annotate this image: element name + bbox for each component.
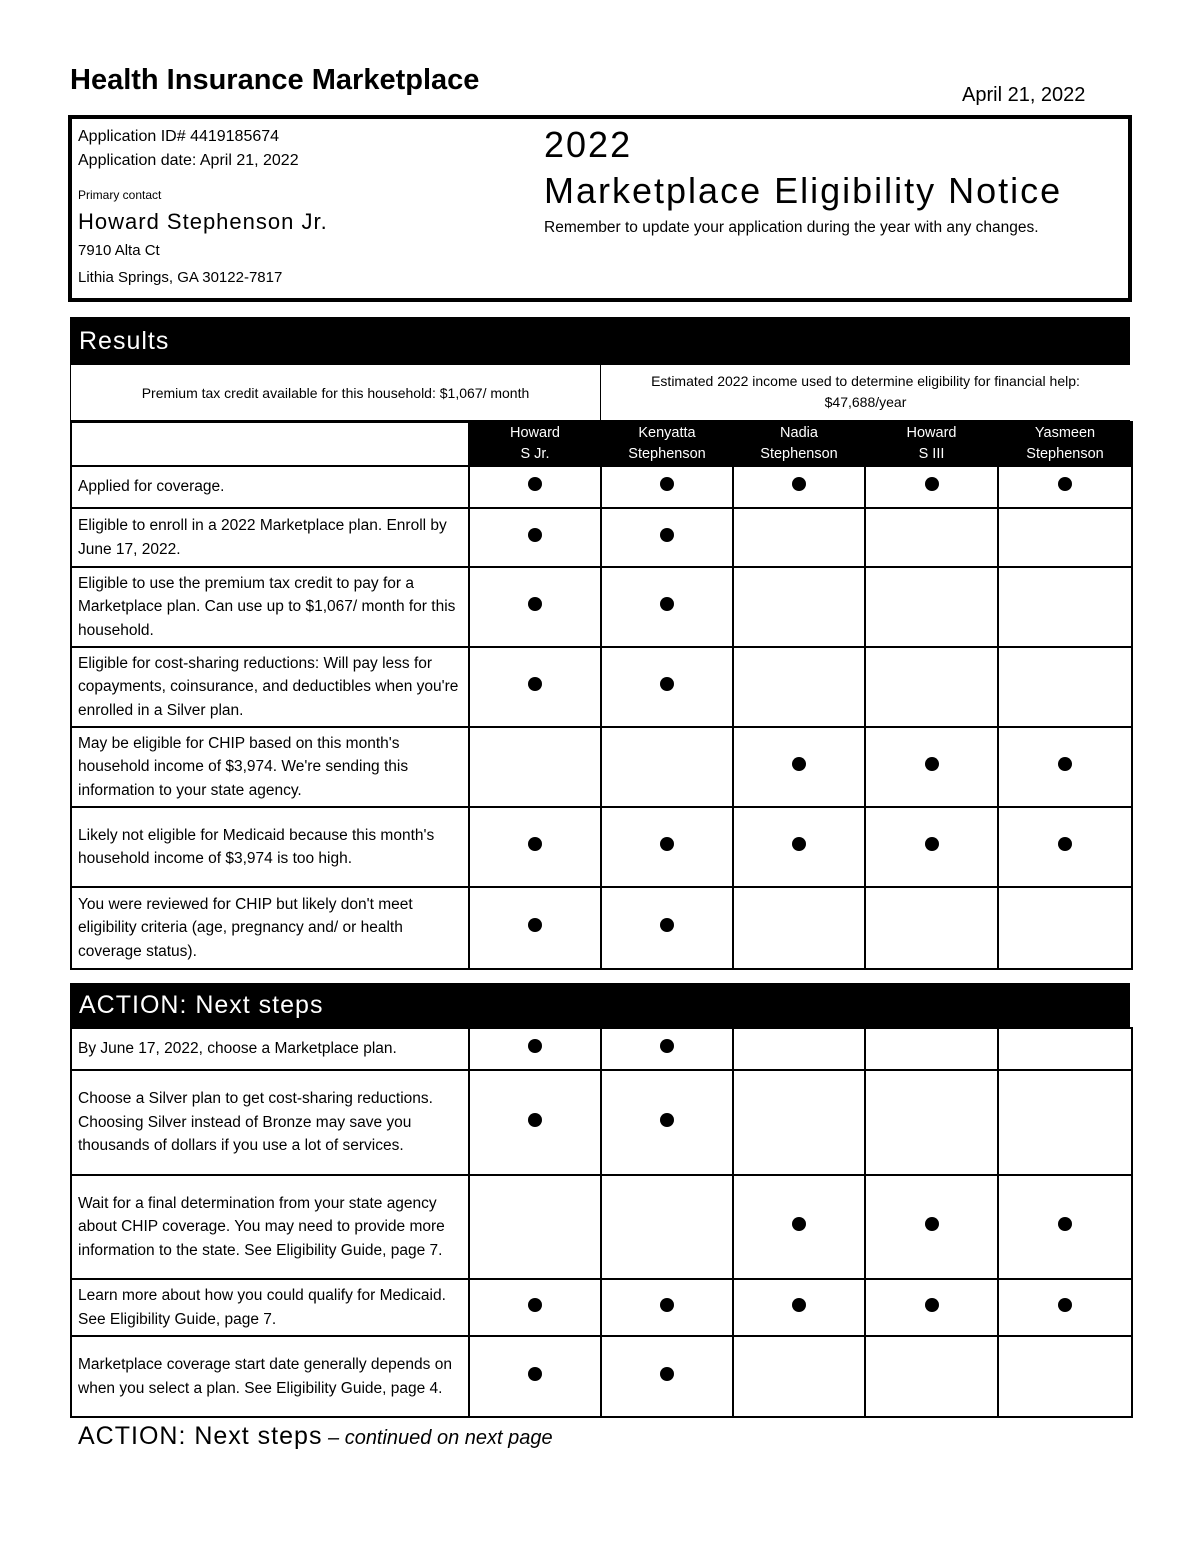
actions-section-title: ACTION: Next steps <box>70 983 1130 1027</box>
mark-cell-yasmeen <box>998 807 1132 887</box>
mark-cell-howard-jr <box>469 567 601 647</box>
notice-date: April 21, 2022 <box>962 84 1086 106</box>
bullet-dot-icon <box>660 1298 674 1312</box>
contact-name: Howard Stephenson Jr. <box>78 209 328 234</box>
mark-cell-yasmeen <box>998 567 1132 647</box>
application-info <box>78 125 538 291</box>
member-first-name: Kenyatta <box>638 425 696 441</box>
mark-cell-howard-iii <box>865 647 998 727</box>
member-first-name: Nadia <box>780 425 818 441</box>
bullet-dot-icon <box>660 1113 674 1127</box>
mark-cell-howard-jr <box>469 1279 601 1336</box>
bullet-dot-icon <box>660 1039 674 1053</box>
mark-cell-howard-iii <box>865 1070 998 1175</box>
bullet-dot-icon <box>925 477 939 491</box>
member-header-yasmeen <box>998 422 1132 466</box>
mark-cell-nadia <box>733 567 865 647</box>
table-row <box>71 1028 1132 1070</box>
results-header-row <box>71 422 1132 466</box>
bullet-dot-icon <box>792 837 806 851</box>
row-label: May be eligible for CHIP based on this month's household income of $3,974. We're sending this information to your state agency. <box>71 727 469 807</box>
mark-cell-howard-jr <box>469 807 601 887</box>
mark-cell-nadia <box>733 1336 865 1417</box>
bullet-dot-icon <box>528 1298 542 1312</box>
mark-cell-nadia <box>733 807 865 887</box>
member-last-name: Stephenson <box>628 446 706 462</box>
row-label: Wait for a final determination from your state agency about CHIP coverage. You may need to provide more information to the state. See Eligibility Guide, page 7. <box>71 1175 469 1279</box>
bullet-dot-icon <box>660 677 674 691</box>
results-summary <box>70 365 1130 421</box>
premium-tax-credit: Premium tax credit available for this household: $1,067/ month <box>70 365 600 421</box>
member-header-howard-iii <box>865 422 998 466</box>
mark-cell-howard-iii <box>865 1336 998 1417</box>
mark-cell-yasmeen <box>998 1175 1132 1279</box>
bullet-dot-icon <box>925 837 939 851</box>
bullet-dot-icon <box>1058 837 1072 851</box>
footer-title: ACTION: Next steps <box>78 1422 323 1450</box>
member-header-howard-jr <box>469 422 601 466</box>
application-date: Application date: April 21, 2022 <box>78 152 299 169</box>
mark-cell-kenyatta <box>601 887 733 969</box>
table-row <box>71 1279 1132 1336</box>
mark-cell-kenyatta <box>601 1028 733 1070</box>
mark-cell-howard-jr <box>469 1028 601 1070</box>
mark-cell-kenyatta <box>601 1175 733 1279</box>
mark-cell-kenyatta <box>601 727 733 807</box>
notice-year: 2022 <box>544 124 633 165</box>
row-label: Eligible to use the premium tax credit to pay for a Marketplace plan. Can use up to $1,067/ month for this household. <box>71 567 469 647</box>
mark-cell-howard-jr <box>469 647 601 727</box>
member-header-nadia <box>733 422 865 466</box>
table-row <box>71 466 1132 508</box>
bullet-dot-icon <box>528 477 542 491</box>
mark-cell-howard-jr <box>469 508 601 567</box>
mark-cell-kenyatta <box>601 1279 733 1336</box>
bullet-dot-icon <box>528 837 542 851</box>
bullet-dot-icon <box>792 757 806 771</box>
bullet-dot-icon <box>528 1113 542 1127</box>
mark-cell-howard-jr <box>469 1175 601 1279</box>
mark-cell-nadia <box>733 727 865 807</box>
row-label: You were reviewed for CHIP but likely don't meet eligibility criteria (age, pregnancy and/ or health coverage status). <box>71 887 469 969</box>
mark-cell-howard-jr <box>469 727 601 807</box>
results-table <box>70 421 1133 970</box>
table-row <box>71 1336 1132 1417</box>
mark-cell-howard-jr <box>469 466 601 508</box>
header-box <box>68 115 1132 302</box>
mark-cell-yasmeen <box>998 1028 1132 1070</box>
table-row <box>71 1175 1132 1279</box>
mark-cell-howard-iii <box>865 1279 998 1336</box>
row-label: Choose a Silver plan to get cost-sharing reductions. Choosing Silver instead of Bronze may save you thousands of dollars if you use a lot of services. <box>71 1070 469 1175</box>
mark-cell-kenyatta <box>601 1070 733 1175</box>
bullet-dot-icon <box>660 837 674 851</box>
mark-cell-yasmeen <box>998 508 1132 567</box>
bullet-dot-icon <box>528 1039 542 1053</box>
bullet-dot-icon <box>660 528 674 542</box>
member-first-name: Yasmeen <box>1034 425 1096 441</box>
mark-cell-nadia <box>733 1028 865 1070</box>
notice-title: Marketplace Eligibility Notice <box>544 170 1063 211</box>
footer-continued <box>78 1422 553 1451</box>
mark-cell-yasmeen <box>998 887 1132 969</box>
row-label: Likely not eligible for Medicaid because this month's household income of $3,974 is too high. <box>71 807 469 887</box>
member-last-name: S Jr. <box>520 446 550 462</box>
header-blank-cell <box>71 422 469 466</box>
table-row <box>71 567 1132 647</box>
estimated-income-line-2: $47,688/year <box>824 394 907 410</box>
brand-title: Health Insurance Marketplace <box>70 64 480 96</box>
bullet-dot-icon <box>528 677 542 691</box>
mark-cell-nadia <box>733 1070 865 1175</box>
bullet-dot-icon <box>925 757 939 771</box>
row-label: Marketplace coverage start date generally depends on when you select a plan. See Eligibility Guide, page 4. <box>71 1336 469 1417</box>
table-row <box>71 807 1132 887</box>
mark-cell-kenyatta <box>601 1336 733 1417</box>
mark-cell-yasmeen <box>998 1070 1132 1175</box>
application-id: Application ID# 4419185674 <box>78 128 280 145</box>
bullet-dot-icon <box>660 477 674 491</box>
bullet-dot-icon <box>1058 1298 1072 1312</box>
mark-cell-howard-iii <box>865 1028 998 1070</box>
bullet-dot-icon <box>528 528 542 542</box>
actions-table <box>70 1027 1133 1418</box>
mark-cell-yasmeen <box>998 727 1132 807</box>
estimated-income <box>600 365 1130 421</box>
member-last-name: Stephenson <box>1026 446 1104 462</box>
row-label: Eligible to enroll in a 2022 Marketplace plan. Enroll by June 17, 2022. <box>71 508 469 567</box>
member-last-name: Stephenson <box>760 446 838 462</box>
notice-heading <box>544 123 1134 239</box>
mark-cell-nadia <box>733 1279 865 1336</box>
table-row <box>71 647 1132 727</box>
mark-cell-kenyatta <box>601 567 733 647</box>
bullet-dot-icon <box>1058 477 1072 491</box>
bullet-dot-icon <box>528 918 542 932</box>
mark-cell-howard-iii <box>865 727 998 807</box>
primary-contact-label: Primary contact <box>78 188 162 202</box>
table-row <box>71 1070 1132 1175</box>
table-row <box>71 727 1132 807</box>
member-last-name: S III <box>918 446 945 462</box>
bullet-dot-icon <box>528 597 542 611</box>
member-header-kenyatta <box>601 422 733 466</box>
mark-cell-howard-iii <box>865 466 998 508</box>
table-row <box>71 887 1132 969</box>
bullet-dot-icon <box>925 1217 939 1231</box>
mark-cell-howard-iii <box>865 1175 998 1279</box>
bullet-dot-icon <box>925 1298 939 1312</box>
mark-cell-howard-iii <box>865 887 998 969</box>
bullet-dot-icon <box>528 1367 542 1381</box>
mark-cell-howard-jr <box>469 1070 601 1175</box>
mark-cell-howard-jr <box>469 887 601 969</box>
mark-cell-howard-iii <box>865 508 998 567</box>
bullet-dot-icon <box>660 597 674 611</box>
mark-cell-yasmeen <box>998 1336 1132 1417</box>
results-section-title: Results <box>70 317 1130 365</box>
row-label: Applied for coverage. <box>71 466 469 508</box>
row-label: Learn more about how you could qualify for Medicaid. See Eligibility Guide, page 7. <box>71 1279 469 1336</box>
mark-cell-nadia <box>733 508 865 567</box>
address-line-1: 7910 Alta Ct <box>78 242 160 259</box>
row-label: Eligible for cost-sharing reductions: Will pay less for copayments, coinsurance, and deductibles when you're enrolled in a Silver plan. <box>71 647 469 727</box>
mark-cell-howard-jr <box>469 1336 601 1417</box>
mark-cell-nadia <box>733 647 865 727</box>
mark-cell-nadia <box>733 466 865 508</box>
bullet-dot-icon <box>792 477 806 491</box>
bullet-dot-icon <box>792 1217 806 1231</box>
bullet-dot-icon <box>660 1367 674 1381</box>
mark-cell-nadia <box>733 1175 865 1279</box>
bullet-dot-icon <box>660 918 674 932</box>
bullet-dot-icon <box>1058 757 1072 771</box>
mark-cell-howard-iii <box>865 567 998 647</box>
footer-continued-note: – continued on next page <box>322 1427 553 1449</box>
mark-cell-kenyatta <box>601 466 733 508</box>
estimated-income-line-1: Estimated 2022 income used to determine eligibility for financial help: <box>651 373 1080 389</box>
mark-cell-yasmeen <box>998 466 1132 508</box>
notice-subtitle: Remember to update your application during the year with any changes. <box>544 219 1039 236</box>
bullet-dot-icon <box>792 1298 806 1312</box>
address-line-2: Lithia Springs, GA 30122-7817 <box>78 269 283 286</box>
mark-cell-nadia <box>733 887 865 969</box>
mark-cell-kenyatta <box>601 647 733 727</box>
mark-cell-howard-iii <box>865 807 998 887</box>
bullet-dot-icon <box>1058 1217 1072 1231</box>
mark-cell-yasmeen <box>998 647 1132 727</box>
mark-cell-kenyatta <box>601 807 733 887</box>
mark-cell-yasmeen <box>998 1279 1132 1336</box>
mark-cell-kenyatta <box>601 508 733 567</box>
member-first-name: Howard <box>510 425 560 441</box>
row-label: By June 17, 2022, choose a Marketplace plan. <box>71 1028 469 1070</box>
member-first-name: Howard <box>906 425 957 441</box>
table-row <box>71 508 1132 567</box>
